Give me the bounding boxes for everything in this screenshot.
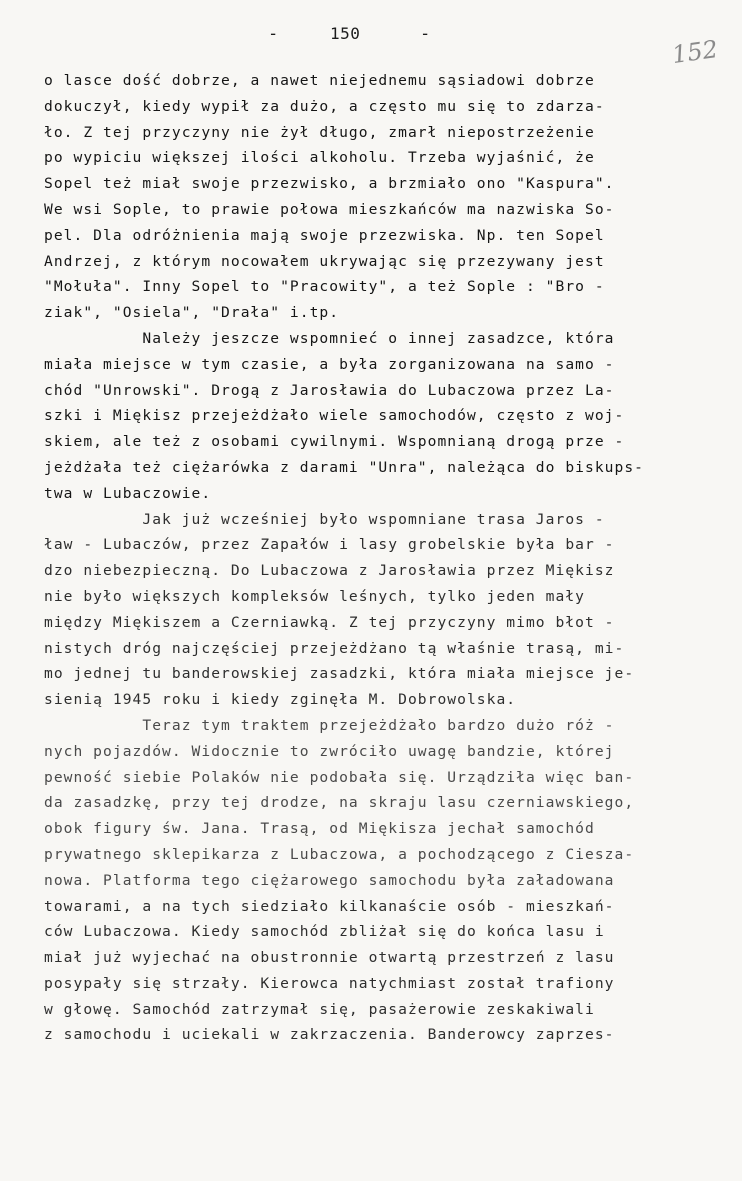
text-line: nie było większych kompleksów leśnych, tylko jeden mały [44, 587, 585, 605]
text-line: ło. Z tej przyczyny nie żył długo, zmarł niepostrzeżenie [44, 123, 595, 141]
text-line: pel. Dla odróżnienia mają swoje przezwiska. Np. ten Sopel [44, 226, 605, 244]
text-line: mo jednej tu banderowskiej zasadzki, która miała miejsce je- [44, 665, 635, 683]
text-line: ław - Lubaczów, przez Zapałów i lasy grobelskie była bar - [44, 536, 615, 554]
text-line: nistych dróg najczęściej przejeżdżano tą właśnie trasą, mi- [44, 639, 625, 657]
text-line: dokuczył, kiedy wypił za dużo, a często mu się to zdarza- [44, 97, 605, 115]
text-line: da zasadzkę, przy tej drodze, na skraju lasu czerniawskiego, [44, 794, 635, 812]
text-line: nowa. Platforma tego ciężarowego samochodu była załadowana [44, 871, 615, 889]
text-line: posypały się strzały. Kierowca natychmiast został trafiony [44, 974, 615, 992]
page-header [0, 20, 742, 70]
page-number: 150 [330, 24, 361, 43]
text-line: prywatnego sklepikarza z Lubaczowa, a pochodzącego z Ciesza- [44, 845, 635, 863]
header-dash-left: - [268, 24, 279, 44]
text-line: Teraz tym traktem przejeżdżało bardzo dużo róż - [44, 716, 615, 734]
text-line: pewność siebie Polaków nie podobała się. Urządziła więc ban- [44, 768, 635, 786]
text-line: jeżdżała też ciężarówka z darami "Unra", należąca do biskups- [44, 458, 645, 476]
text-line: ców Lubaczowa. Kiedy samochód zbliżał się do końca lasu i [44, 923, 605, 941]
text-line: towarami, a na tych siedziało kilkanaście osób - mieszkań- [44, 897, 615, 915]
text-line: chód "Unrowski". Drogą z Jarosławia do Lubaczowa przez La- [44, 381, 615, 399]
text-line: Andrzej, z którym nocowałem ukrywając się przezywany jest [44, 252, 605, 270]
text-line: twa w Lubaczowie. [44, 484, 212, 502]
text-line: szki i Miękisz przejeżdżało wiele samochodów, często z woj- [44, 407, 625, 425]
text-line: miał już wyjechać na obustronnie otwartą przestrzeń z lasu [44, 949, 615, 967]
text-line: dzo niebezpieczną. Do Lubaczowa z Jarosławia przez Miękisz [44, 562, 615, 580]
text-line: Jak już wcześniej było wspomniane trasa Jaros - [44, 510, 605, 528]
text-line: między Miękiszem a Czerniawką. Z tej przyczyny mimo błot - [44, 613, 615, 631]
text-line: "Mołuła". Inny Sopel to "Pracowity", a też Sople : "Bro - [44, 278, 605, 296]
text-line: We wsi Sople, to prawie połowa mieszkańców ma nazwiska So- [44, 200, 615, 218]
text-line: z samochodu i uciekali w zakrzaczenia. Banderowcy zaprzes- [44, 1026, 615, 1044]
text-line: skiem, ale też z osobami cywilnymi. Wspomnianą drogą prze - [44, 433, 625, 451]
header-dash-right: - [420, 24, 431, 44]
text-line: po wypiciu większej ilości alkoholu. Trzeba wyjaśnić, że [44, 149, 595, 167]
handwritten-archive-number: 152 [670, 34, 720, 70]
typewritten-text-body [44, 68, 704, 1048]
text-line: Należy jeszcze wspomnieć o innej zasadzce, która [44, 329, 615, 347]
text-line: o lasce dość dobrze, a nawet niejednemu sąsiadowi dobrze [44, 72, 595, 89]
text-line: miała miejsce w tym czasie, a była zorganizowana na samo - [44, 355, 615, 373]
text-line: nych pojazdów. Widocznie to zwróciło uwagę bandzie, której [44, 742, 615, 760]
text-line: sienią 1945 roku i kiedy zginęła M. Dobrowolska. [44, 691, 517, 709]
text-line: Sopel też miał swoje przezwisko, a brzmiało ono "Kaspura". [44, 175, 615, 193]
text-line: ziak", "Osiela", "Drała" i.tp. [44, 304, 340, 322]
text-line: w głowę. Samochód zatrzymał się, pasażerowie zeskakiwali [44, 1000, 595, 1018]
text-line: obok figury św. Jana. Trasą, od Miękisza jechał samochód [44, 820, 595, 838]
